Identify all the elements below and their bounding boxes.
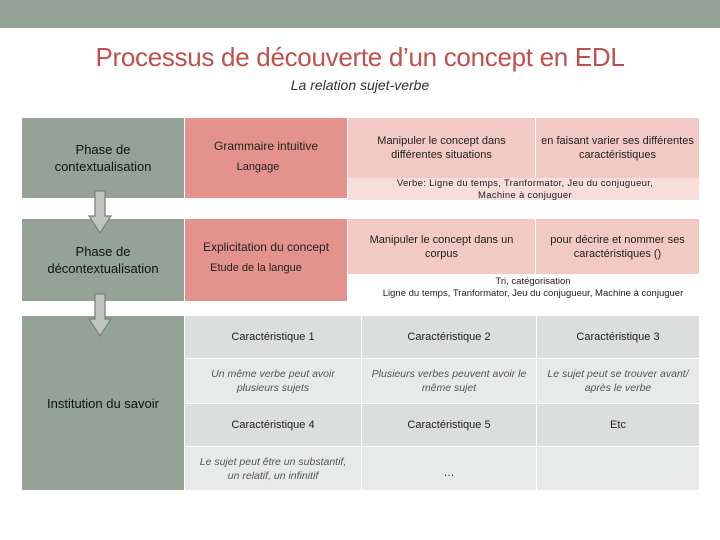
- char-desc-cell-6: [537, 447, 699, 490]
- row2-col2-text: Manipuler le concept dans un corpus: [369, 233, 514, 260]
- phase-contextualisation: [22, 118, 184, 198]
- row2-col3-cell: [536, 219, 699, 274]
- char-desc-cell-5: [362, 447, 536, 490]
- char-cell-etc: [537, 404, 699, 446]
- char-desc-cell-3: [537, 359, 699, 403]
- row2-main-cell: [185, 219, 347, 301]
- char-label-3: Caractéristique 3: [576, 331, 660, 343]
- row1-col2-cell: [348, 118, 535, 178]
- char-desc-3: Le sujet peut se trouver avant/ après le verbe: [547, 368, 689, 394]
- char-cell-5: [362, 404, 536, 446]
- phase-contextualisation-label: Phase de contextualisation: [54, 142, 152, 174]
- char-label-etc: Etc: [610, 419, 626, 431]
- char-cell-2: [362, 316, 536, 358]
- phase-decontextualisation-label: Phase de décontextualisation: [47, 244, 159, 276]
- down-arrow-icon: [88, 190, 112, 234]
- row1-col3-text: en faisant varier ses différentes caractéristiques: [541, 135, 694, 161]
- char-label-5: Caractéristique 5: [407, 419, 491, 431]
- char-label-4: Caractéristique 4: [231, 419, 315, 431]
- char-desc-2: Plusieurs verbes peuvent avoir le même sujet: [371, 368, 527, 394]
- row1-col2-text: Manipuler le concept dans différentes situations: [377, 135, 506, 161]
- top-bar: [0, 0, 720, 28]
- row2-sub-label: Etude de la langue: [210, 261, 302, 274]
- phase-institution: [22, 316, 184, 490]
- row2-main-label: Explicitation du concept: [202, 239, 330, 254]
- row1-main-label: Grammaire intuitive: [213, 138, 319, 153]
- char-label-1: Caractéristique 1: [231, 331, 315, 343]
- slide-subtitle: La relation sujet-verbe: [290, 77, 430, 93]
- char-cell-3: [537, 316, 699, 358]
- row2-col3-text: pour décrire et nommer ses caractéristiques (): [550, 233, 685, 260]
- row1-tools-box: [390, 177, 660, 203]
- row2-tools-box: [348, 274, 718, 302]
- char-label-2: Caractéristique 2: [407, 331, 491, 343]
- phase-institution-label: Institution du savoir: [46, 395, 159, 411]
- row1-sub-label: Langage: [236, 160, 280, 173]
- char-desc-5: …: [443, 466, 455, 479]
- row1-main-cell: [185, 118, 347, 198]
- char-desc-cell-4: [185, 447, 361, 490]
- row1-col3-cell: [536, 118, 699, 178]
- char-desc-cell-2: [362, 359, 536, 403]
- char-desc-1: Un même verbe peut avoir plusieurs sujets: [211, 368, 335, 394]
- row1-tools-text: Verbe: Ligne du temps, Tranformator, Jeu du conjugueur, Machine à conjuguer: [396, 178, 654, 201]
- down-arrow-icon: [88, 293, 112, 337]
- char-desc-4: Le sujet peut être un substantif, un relatif, un infinitif: [199, 455, 347, 482]
- row2-tools-text: Tri, catégorisation Ligne du temps, Tranformator, Jeu du conjugueur, Machine à conjuguer: [382, 276, 684, 299]
- char-desc-cell-1: [185, 359, 361, 403]
- row2-col2-cell: [348, 219, 535, 274]
- char-cell-1: [185, 316, 361, 358]
- char-cell-4: [185, 404, 361, 446]
- slide-title: Processus de découverte d’un concept en EDL: [95, 42, 625, 72]
